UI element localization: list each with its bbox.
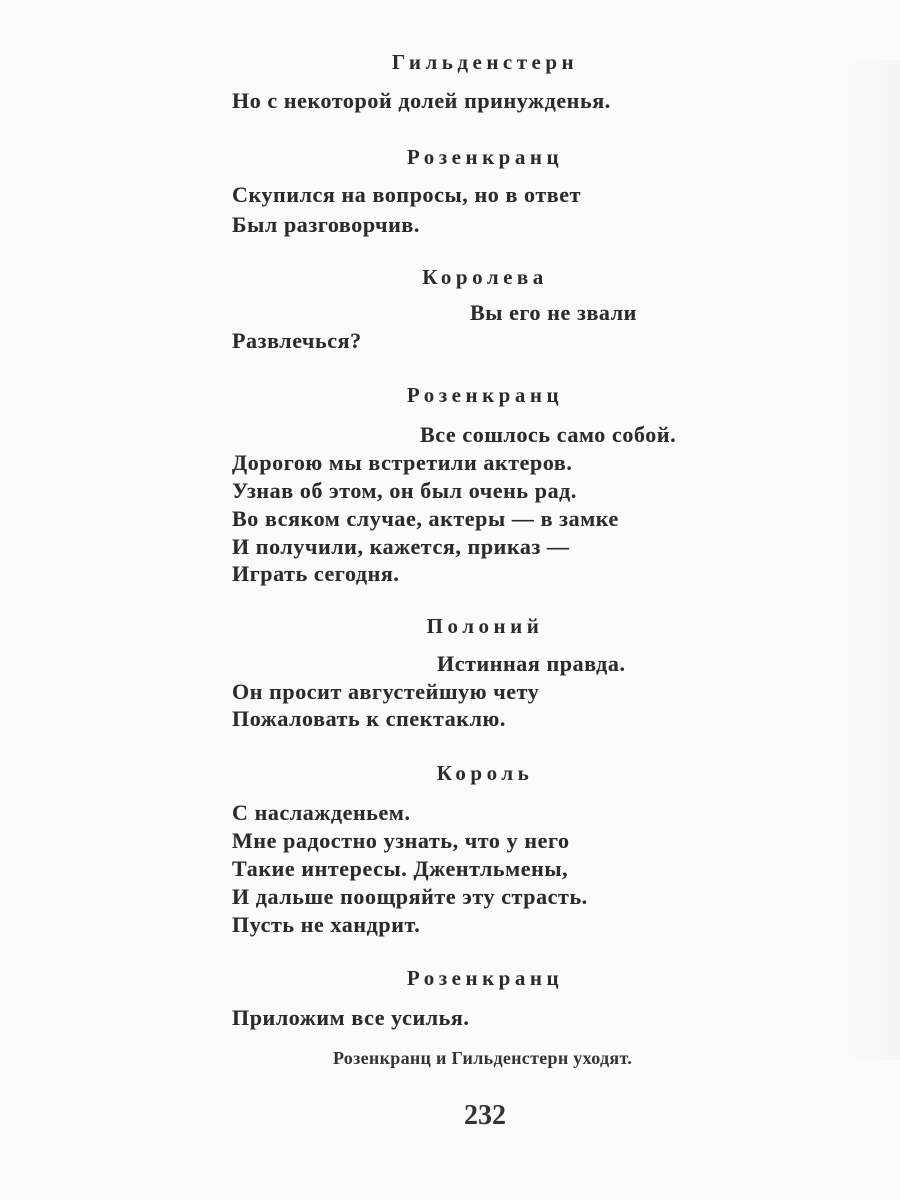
- verse-line: Мне радостно узнать, что у него: [232, 828, 570, 853]
- verse-line: Развлечься?: [232, 328, 362, 353]
- speaker-name: Королева: [422, 265, 548, 289]
- verse-line: Скупился на вопросы, но в ответ: [232, 182, 581, 207]
- verse-line: Но с некоторой долей принужденья.: [232, 88, 611, 113]
- verse-line: Он просит августейшую чету: [232, 679, 540, 704]
- verse-line: С наслажденьем.: [232, 800, 411, 825]
- verse-line: Узнав об этом, он был очень рад.: [232, 478, 577, 503]
- speaker-name: Король: [436, 761, 534, 785]
- verse-line: Все сошлось само собой.: [420, 422, 677, 447]
- page-number: 232: [464, 1100, 506, 1131]
- speaker-name: Розенкранц: [406, 966, 564, 990]
- verse-line: Такие интересы. Джентльмены,: [232, 856, 569, 881]
- speaker-name: Розенкранц: [406, 383, 564, 407]
- bleed-through-shadow: [840, 60, 900, 1060]
- speaker-name: Гильденстерн: [391, 50, 579, 74]
- verse-line: Вы его не звали: [470, 300, 637, 325]
- verse-line: Пожаловать к спектаклю.: [232, 706, 507, 731]
- speaker-name: Полоний: [426, 614, 544, 638]
- verse-line: Во всяком случае, актеры — в замке: [232, 506, 619, 531]
- verse-line: И дальше поощряйте эту страсть.: [232, 884, 588, 909]
- verse-line: Пусть не хандрит.: [232, 912, 421, 937]
- verse-line: Играть сегодня.: [232, 561, 400, 586]
- verse-line: Дорогою мы встретили актеров.: [232, 450, 573, 475]
- verse-line: Был разговорчив.: [232, 212, 421, 237]
- verse-line: И получили, кажется, приказ —: [232, 534, 570, 559]
- stage-direction: Розенкранц и Гильденстерн уходят.: [332, 1048, 633, 1068]
- speaker-name: Розенкранц: [406, 145, 564, 169]
- verse-line: Истинная правда.: [437, 651, 626, 676]
- verse-line: Приложим все усилья.: [232, 1005, 470, 1030]
